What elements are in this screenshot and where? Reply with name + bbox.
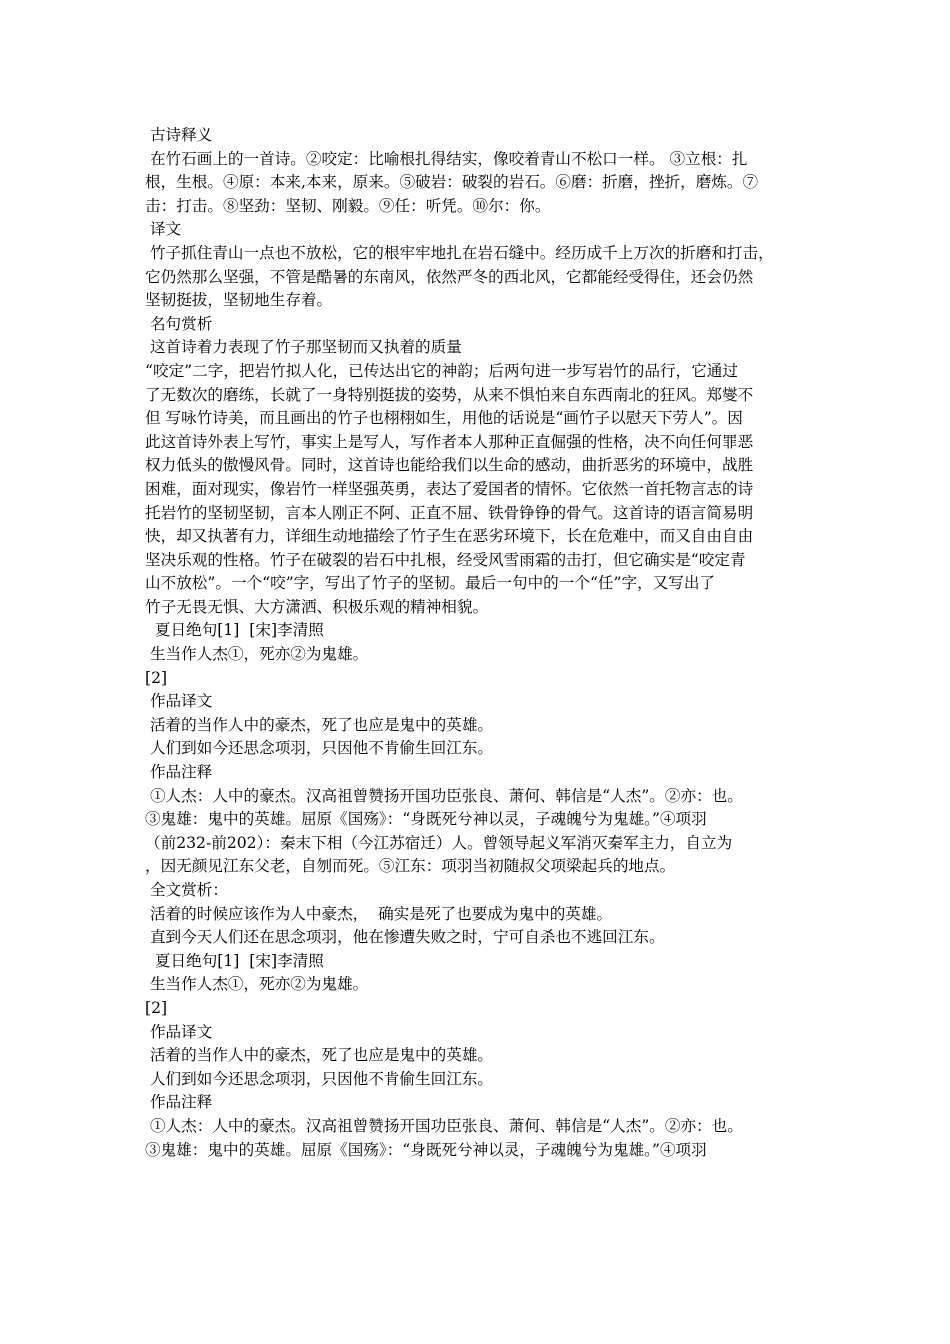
text-line: 权力低头的傲慢风骨。同时，这首诗也能给我们以生命的感动，曲折恶劣的环境中，战胜 xyxy=(145,456,754,475)
text-line: 在竹石画上的一首诗。②咬定：比喻根扎得结实，像咬着青山不松口一样。 ③立根：扎 xyxy=(145,149,748,168)
text-line: 全文赏析： xyxy=(145,881,228,899)
document-body xyxy=(145,124,825,1162)
text-line: 坚决乐观的性格。竹子在破裂的岩石中扎根，经受风雪雨霜的击打，但它确实是“咬定青 xyxy=(145,550,746,569)
text-line: 活着的当作人中的豪杰，死了也应是鬼中的英雄。 xyxy=(145,1046,494,1065)
text-line: ①人杰：人中的豪杰。汉高祖曾赞扬开国功臣张良、萧何、韩信是“人杰”。②亦：也。 xyxy=(145,786,743,805)
text-line: 这首诗着力表现了竹子那坚韧而又执着的质量 xyxy=(145,338,462,357)
text-line: 夏日绝句[1] [宋]李清照 xyxy=(145,621,324,640)
text-line: 活着的当作人中的豪杰，死了也应是鬼中的英雄。 xyxy=(145,715,494,734)
text-line: 人们到如今还思念项羽，只因他不肯偷生回江东。 xyxy=(145,739,494,758)
text-line: “咬定”二字，把岩竹拟人化，已传达出它的神韵；后两句进一步写岩竹的品行，它通过 xyxy=(145,361,738,380)
text-line: 根，生根。④原：本来,本来，原来。⑤破岩：破裂的岩石。⑥磨：折磨，挫折，磨炼。⑦ xyxy=(145,173,759,192)
text-line: [2] xyxy=(145,668,168,687)
text-line: ③鬼雄：鬼中的英雄。屈原《国殇》：“身既死兮神以灵，子魂魄兮为鬼雄。”④项羽 xyxy=(145,1140,707,1159)
text-line: 托岩竹的坚韧坚韧，言本人刚正不阿、正直不屈、铁骨铮铮的骨气。这首诗的语言简易明 xyxy=(145,503,754,522)
text-line: 竹子无畏无惧、大方潇洒、积极乐观的精神相貌。 xyxy=(145,597,489,616)
text-line: ①人杰：人中的豪杰。汉高祖曾赞扬开国功臣张良、萧何、韩信是“人杰”。②亦：也。 xyxy=(145,1116,743,1135)
text-line: 了无数次的磨练，长就了一身特别挺拔的姿势，从来不惧怕来自东西南北的狂风。郑燮不 xyxy=(145,385,754,404)
text-line: 活着的时候应该作为人中豪杰， 确实是死了也要成为鬼中的英雄。 xyxy=(145,904,613,923)
text-line: 但 写咏竹诗美，而且画出的竹子也栩栩如生，用他的话说是“画竹子以慰天下劳人”。因 xyxy=(145,409,743,428)
text-line: 译文 xyxy=(145,220,182,239)
text-line: 此这首诗外表上写竹，事实上是写人，写作者本人那种正直倔强的性格，决不向任何罪恶 xyxy=(145,432,754,451)
text-line: 快，却又执著有力，详细生动地描绘了竹子生在恶劣环境下，长在危难中，而又自由自由 xyxy=(145,527,754,546)
text-line: 坚韧挺拔，坚韧地生存着。 xyxy=(145,291,333,310)
text-line: 古诗释义 xyxy=(145,126,213,144)
text-line: 困难，面对现实，像岩竹一样坚强英勇，表达了爱国者的情怀。它依然一首托物言志的诗 xyxy=(145,479,754,498)
text-line: （前232-前202）：秦末下相（今江苏宿迁）人。曾领导起义军消灭秦军主力，自立为 xyxy=(145,833,733,852)
text-line: 作品译文 xyxy=(145,692,213,711)
text-line: ③鬼雄：鬼中的英雄。屈原《国殇》：“身既死兮神以灵，子魂魄兮为鬼雄。”④项羽 xyxy=(145,810,707,829)
text-line: 夏日绝句[1] [宋]李清照 xyxy=(145,951,324,970)
text-line: 击：打击。⑧坚劲：坚韧、刚毅。⑨任：听凭。⑩尔：你。 xyxy=(145,196,551,215)
text-line: 人们到如今还思念项羽，只因他不肯偷生回江东。 xyxy=(145,1069,494,1088)
text-line: 它仍然那么坚强，不管是酷暑的东南风，依然严冬的西北风，它都能经受得住，还会仍然 xyxy=(145,267,754,286)
text-line: 作品译文 xyxy=(145,1022,213,1041)
text-line: [2] xyxy=(145,998,168,1017)
text-line: ，因无颜见江东父老，自刎而死。⑤江东：项羽当初随叔父项梁起兵的地点。 xyxy=(145,857,676,876)
text-line: 生当作人杰①，死亦②为鬼雄。 xyxy=(145,645,369,664)
text-line: 作品注释 xyxy=(145,763,213,782)
text-line: 竹子抓住青山一点也不放松，它的根牢牢地扎在岩石缝中。经历成千上万次的折磨和打击， xyxy=(145,243,774,262)
text-line: 作品注释 xyxy=(145,1093,213,1112)
text-line: 直到今天人们还在思念项羽，他在惨遭失败之时，宁可自杀也不逃回江东。 xyxy=(145,928,665,947)
text-line: 名句赏析 xyxy=(145,314,213,333)
text-line: 生当作人杰①，死亦②为鬼雄。 xyxy=(145,975,369,994)
text-line: 山不放松”。一个“咬”字，写出了竹子的坚韧。最后一句中的一个“任”字，又写出了 xyxy=(145,574,716,593)
